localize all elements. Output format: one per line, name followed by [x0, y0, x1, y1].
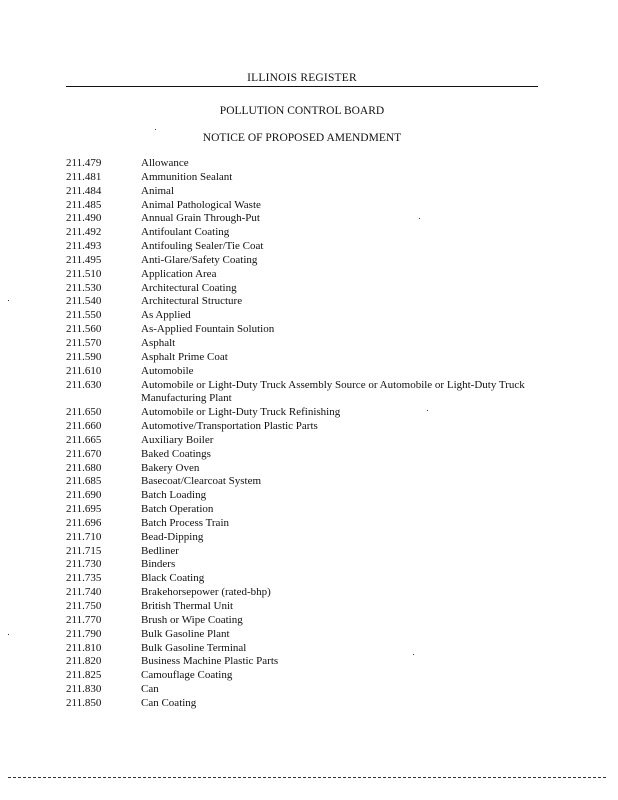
defined-term: As-Applied Fountain Solution [141, 323, 275, 336]
scan-speck [427, 410, 428, 411]
defined-term: Batch Loading [141, 489, 207, 502]
definition-row [0, 600, 618, 614]
defined-term: Annual Grain Through-Put [141, 212, 260, 225]
section-number: 211.825 [66, 669, 102, 682]
section-number: 211.493 [66, 240, 102, 253]
agency-title: POLLUTION CONTROL BOARD [219, 105, 385, 117]
defined-term: Automobile or Light-Duty Truck Refinishing [141, 406, 341, 419]
defined-term: Camouflage Coating [141, 669, 233, 682]
defined-term: Bead-Dipping [141, 530, 204, 543]
definition-row [0, 614, 618, 628]
definition-row [0, 323, 618, 337]
section-number: 211.735 [66, 572, 102, 585]
definition-row [0, 226, 618, 240]
definition-row [0, 309, 618, 323]
definition-row [0, 295, 618, 309]
section-number: 211.710 [66, 530, 102, 543]
definition-row [0, 282, 618, 296]
defined-term: Allowance [141, 157, 189, 169]
definition-row [0, 683, 618, 697]
defined-term: Automobile or Light-Duty Truck Assembly Source or Automobile or Light-Duty Truck Manufacturing Plant [141, 378, 525, 405]
definition-row [0, 171, 618, 185]
section-number: 211.830 [66, 683, 102, 696]
section-number: 211.695 [66, 503, 102, 516]
definition-row [0, 572, 618, 586]
scan-speck [8, 300, 9, 301]
defined-term: Anti-Glare/Safety Coating [141, 253, 258, 266]
definition-row [0, 669, 618, 683]
section-number: 211.485 [66, 198, 102, 211]
section-number: 211.685 [66, 475, 102, 488]
section-number: 211.484 [66, 184, 102, 197]
defined-term: Basecoat/Clearcoat System [141, 475, 262, 488]
definition-row [0, 337, 618, 351]
definition-row [0, 420, 618, 434]
definition-row [0, 199, 618, 213]
defined-term: Animal Pathological Waste [141, 198, 261, 211]
defined-term: Automobile [141, 364, 194, 377]
section-number: 211.850 [66, 696, 102, 709]
definition-row [0, 185, 618, 199]
scan-speck [419, 218, 420, 219]
defined-term: Application Area [141, 267, 217, 280]
definition-row [0, 642, 618, 656]
defined-term: Antifoulant Coating [141, 226, 230, 239]
section-number: 211.810 [66, 641, 102, 654]
section-number: 211.490 [66, 212, 102, 225]
defined-term: Batch Process Train [141, 516, 229, 529]
notice-title: NOTICE OF PROPOSED AMENDMENT [202, 132, 402, 144]
section-number: 211.670 [66, 447, 102, 460]
section-number: 211.696 [66, 516, 102, 529]
section-number: 211.492 [66, 226, 102, 239]
definition-row [0, 406, 618, 420]
defined-term: Bulk Gasoline Plant [141, 627, 230, 640]
section-number: 211.550 [66, 309, 102, 322]
scan-speck [413, 654, 414, 655]
section-number: 211.610 [66, 364, 102, 377]
scan-speck [8, 634, 9, 635]
definition-row [0, 365, 618, 379]
defined-term: Bakery Oven [141, 461, 200, 474]
section-number: 211.540 [66, 295, 102, 308]
section-number: 211.650 [66, 406, 102, 419]
scan-speck [155, 129, 156, 130]
section-number: 211.630 [66, 378, 102, 391]
definition-row [0, 489, 618, 503]
defined-term: Animal [141, 184, 174, 197]
definition-row [0, 628, 618, 642]
defined-term: Business Machine Plastic Parts [141, 655, 279, 668]
section-number: 211.479 [66, 157, 102, 169]
defined-term: Bedliner [141, 544, 179, 557]
section-number: 211.680 [66, 461, 102, 474]
definition-row [0, 240, 618, 254]
defined-term: Bulk Gasoline Terminal [141, 641, 247, 654]
section-number: 211.740 [66, 586, 102, 599]
section-number: 211.820 [66, 655, 102, 668]
section-number: 211.690 [66, 489, 102, 502]
footer-rule [8, 777, 606, 778]
definition-row [0, 517, 618, 531]
section-number: 211.481 [66, 170, 102, 183]
defined-term: Asphalt [141, 336, 176, 349]
defined-term: Brush or Wipe Coating [141, 613, 243, 626]
defined-term: Binders [141, 558, 176, 571]
defined-term: Ammunition Sealant [141, 170, 233, 183]
section-number: 211.495 [66, 253, 102, 266]
definition-row [0, 254, 618, 268]
defined-term: Asphalt Prime Coat [141, 350, 228, 363]
definition-row [0, 462, 618, 476]
section-number: 211.590 [66, 350, 102, 363]
definition-row [0, 212, 618, 226]
definition-row [0, 268, 618, 282]
defined-term: Auxiliary Boiler [141, 433, 214, 446]
definition-row [0, 531, 618, 545]
section-number: 211.770 [66, 613, 102, 626]
definition-row [0, 434, 618, 448]
section-number: 211.750 [66, 600, 102, 612]
defined-term: Can Coating [141, 696, 197, 709]
defined-term: Antifouling Sealer/Tie Coat [141, 240, 264, 253]
definition-row [0, 448, 618, 462]
definition-row [0, 157, 618, 171]
defined-term: Architectural Structure [141, 295, 243, 308]
definition-row [0, 697, 618, 711]
definition-row [0, 379, 618, 407]
section-number: 211.730 [66, 558, 102, 571]
section-number: 211.660 [66, 420, 102, 433]
defined-term: Can [141, 683, 159, 696]
defined-term: Automotive/Transportation Plastic Parts [141, 420, 318, 433]
section-number: 211.560 [66, 323, 102, 336]
section-number: 211.790 [66, 627, 102, 640]
section-number: 211.570 [66, 336, 102, 349]
defined-term: As Applied [141, 309, 191, 322]
defined-term: British Thermal Unit [141, 600, 234, 612]
section-number: 211.510 [66, 267, 102, 280]
definitions-list [0, 157, 618, 711]
definition-row [0, 351, 618, 365]
definition-row [0, 586, 618, 600]
register-title: ILLINOIS REGISTER [66, 72, 538, 87]
section-number: 211.665 [66, 433, 102, 446]
definition-row [0, 503, 618, 517]
defined-term: Brakehorsepower (rated-bhp) [141, 586, 271, 599]
definition-row [0, 655, 618, 669]
section-number: 211.715 [66, 544, 102, 557]
defined-term: Batch Operation [141, 503, 214, 516]
defined-term: Black Coating [141, 572, 205, 585]
definition-row [0, 475, 618, 489]
definition-row [0, 558, 618, 572]
defined-term: Baked Coatings [141, 447, 211, 460]
definition-row [0, 545, 618, 559]
defined-term: Architectural Coating [141, 281, 237, 294]
section-number: 211.530 [66, 281, 102, 294]
